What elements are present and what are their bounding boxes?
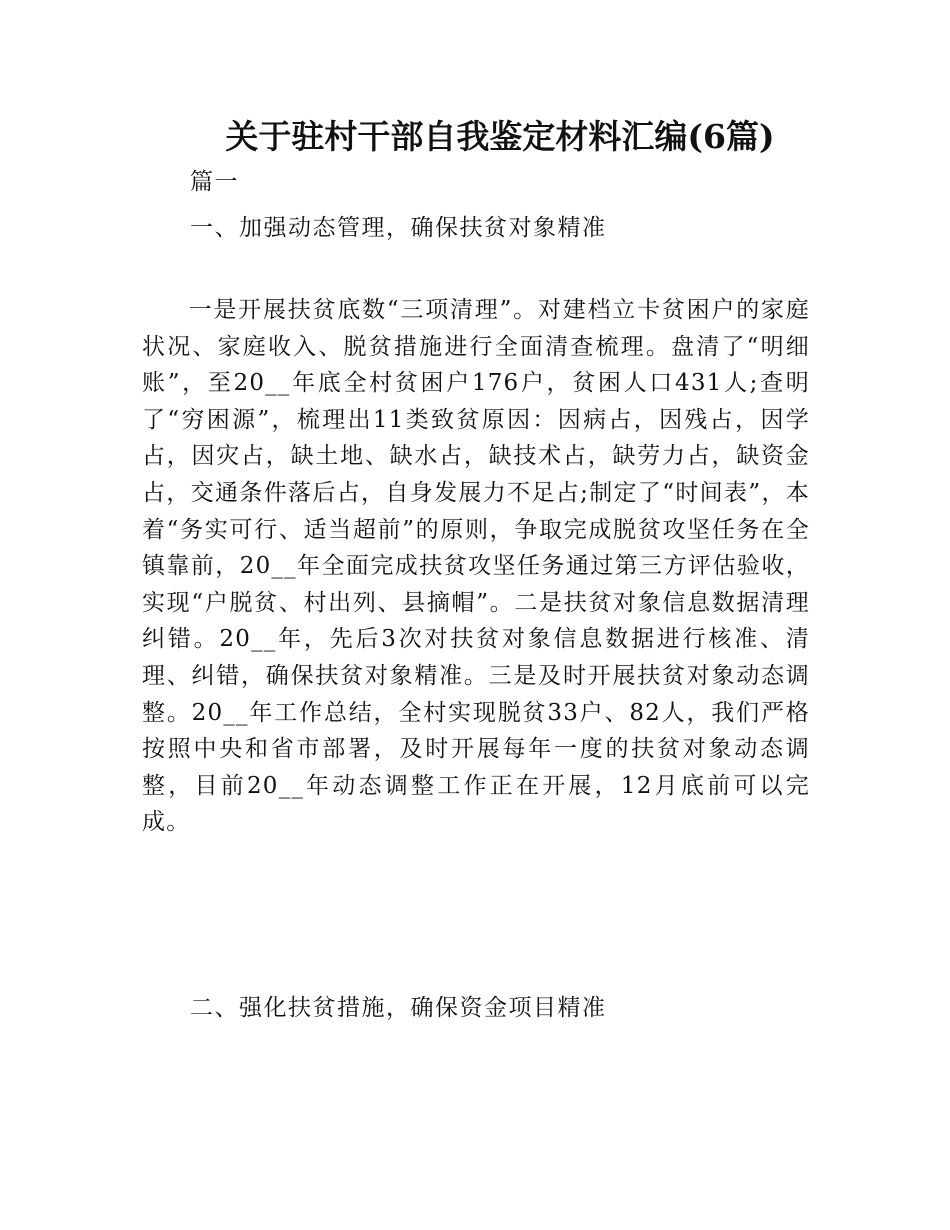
heading-poverty-measures: 二、强化扶贫措施，确保资金项目精准 [190, 995, 607, 1021]
paragraph-text: 一是开展扶贫底数“三项清理”。对建档立卡贫困户的家庭状况、家庭收入、脱贫措施进行全面清查梳理。盘清了“明细账”，至20__年底全村贫困户176户，贫困人口431人;查明了“穷困源”，梳理出11类致贫原因：因病占，因残占，因学占，因灾占，缺土地、缺水占，缺技术占，缺劳力占，缺资金占，交通条件落后占，自身发展力不足占;制定了“时间表”，本着“务实可行、适当超前”的原则，争取完成脱贫攻坚任务在全镇靠前，20__年全面完成扶贫攻坚任务通过第三方评估验收，实现“户脱贫、村出列、县摘帽”。二是扶贫对象信息数据清理纠错。20__年，先后3次对扶贫对象信息数据进行核准、清理、纠错，确保扶贫对象精准。三是及时开展扶贫对象动态调整。20__年工作总结，全村实现脱贫33户、82人，我们严格按照中央和省市部署，及时开展每年一度的扶贫对象动态调整，目前20__年动态调整工作正在开展，12月底前可以完成。 [142, 297, 810, 836]
document-title: 关于驻村干部自我鉴定材料汇编(6篇) [225, 117, 775, 156]
paragraph-poverty-data [142, 292, 810, 841]
heading-dynamic-management: 一、加强动态管理，确保扶贫对象精准 [190, 215, 607, 241]
section-label: 篇一 [190, 169, 239, 195]
